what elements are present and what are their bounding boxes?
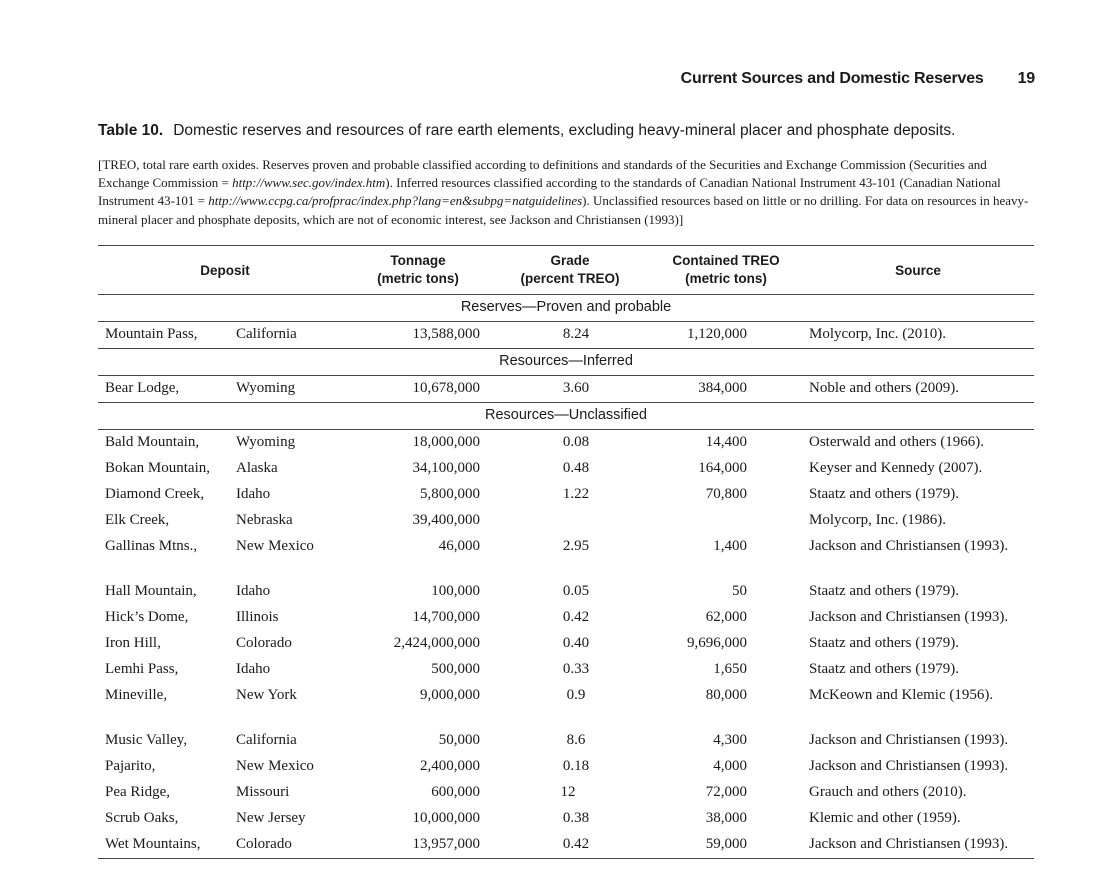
- cell-state: Nebraska: [236, 512, 293, 528]
- table-row: [98, 780, 1034, 806]
- table-row: [98, 631, 1034, 657]
- cell-state: Colorado: [236, 635, 292, 651]
- page-number: 19: [1017, 70, 1035, 87]
- cell-state: Idaho: [236, 486, 271, 502]
- cell-state: California: [236, 326, 297, 342]
- section-header-inferred: [98, 348, 1034, 376]
- cell-source: Jackson and Christiansen (1993).: [809, 609, 1009, 625]
- row-group-spacer: [98, 560, 1034, 579]
- headnote-text-1: [TREO, total rare earth oxides. Reserves proven and probable classified according to definitions and standards of the Securities and Exchange Commission (Securities and Exchange Commission =: [98, 157, 987, 191]
- cell-source: Molycorp, Inc. (2010).: [809, 326, 947, 342]
- cell-deposit: Mineville,: [105, 687, 168, 703]
- section-label-unclassified: Resources—Unclassified: [485, 407, 647, 423]
- cell-deposit: Pea Ridge,: [105, 784, 170, 800]
- cell-state: California: [236, 732, 297, 748]
- cell-deposit: Hick’s Dome,: [105, 609, 189, 625]
- cell-tonnage: 600,000: [431, 784, 480, 800]
- cell-treo: 9,696,000: [687, 635, 747, 651]
- cell-source: Staatz and others (1979).: [809, 583, 959, 599]
- cell-deposit: Mountain Pass,: [105, 326, 198, 342]
- cell-source: Staatz and others (1979).: [809, 635, 959, 651]
- cell-grade: 0.40: [562, 635, 590, 651]
- cell-source: Jackson and Christiansen (1993).: [809, 836, 1009, 852]
- table-row: [98, 508, 1034, 534]
- cell-deposit: Bokan Mountain,: [105, 460, 210, 476]
- table-row: [98, 534, 1034, 560]
- cell-treo: 80,000: [705, 687, 747, 703]
- cell-treo: 70,800: [705, 486, 747, 502]
- cell-tonnage: 500,000: [431, 661, 480, 677]
- cell-deposit: Music Valley,: [105, 732, 188, 748]
- header-treo: [646, 252, 806, 288]
- cell-grade: 0.33: [562, 661, 590, 677]
- header-source: Source: [895, 263, 941, 278]
- cell-tonnage: 50,000: [438, 732, 480, 748]
- cell-state: Colorado: [236, 836, 292, 852]
- cell-source: Staatz and others (1979).: [809, 661, 959, 677]
- cell-treo: 62,000: [705, 609, 747, 625]
- cell-treo: 38,000: [705, 810, 747, 826]
- cell-deposit: Scrub Oaks,: [105, 810, 179, 826]
- table-label: Table 10.: [98, 122, 164, 139]
- cell-treo: 164,000: [698, 460, 747, 476]
- table-row: [98, 456, 1034, 482]
- cell-source: Noble and others (2009).: [809, 380, 959, 396]
- header-grade-line2: (percent TREO): [520, 271, 620, 286]
- cell-source: Jackson and Christiansen (1993).: [809, 538, 1009, 554]
- cell-tonnage: 2,424,000,000: [393, 635, 480, 651]
- cell-state: New Mexico: [236, 538, 314, 554]
- cell-source: Osterwald and others (1966).: [809, 434, 984, 450]
- cell-tonnage: 10,678,000: [412, 380, 480, 396]
- header-treo-line2: (metric tons): [685, 271, 767, 286]
- cell-tonnage: 39,400,000: [412, 512, 480, 528]
- cell-state: Idaho: [236, 661, 271, 677]
- headnote-url-1: http://www.sec.gov/index.htm: [232, 175, 386, 191]
- cell-grade: 8.24: [562, 326, 590, 342]
- cell-treo: 4,300: [713, 732, 747, 748]
- table-row: [98, 376, 1034, 402]
- cell-state: New York: [236, 687, 297, 703]
- cell-state: Missouri: [236, 784, 290, 800]
- header-deposit: Deposit: [200, 263, 250, 278]
- cell-deposit: Pajarito,: [105, 758, 156, 774]
- cell-source: Staatz and others (1979).: [809, 486, 959, 502]
- cell-deposit: Wet Mountains,: [105, 836, 201, 852]
- cell-tonnage: 2,400,000: [420, 758, 480, 774]
- header-tonnage-line1: Tonnage: [390, 253, 446, 268]
- cell-grade: 0.9: [566, 687, 586, 703]
- table-row: [98, 832, 1034, 858]
- cell-deposit: Bald Mountain,: [105, 434, 200, 450]
- table-title: Domestic reserves and resources of rare earth elements, excluding heavy-mineral placer and phosphate deposits.: [173, 122, 956, 139]
- cell-state: Illinois: [236, 609, 279, 625]
- cell-source: Grauch and others (2010).: [809, 784, 967, 800]
- cell-treo: 50: [732, 583, 747, 599]
- table-headnote: [98, 156, 1033, 229]
- table-bottom-rule: [98, 858, 1034, 859]
- cell-deposit: Elk Creek,: [105, 512, 170, 528]
- cell-treo: 14,400: [705, 434, 747, 450]
- cell-tonnage: 18,000,000: [412, 434, 480, 450]
- section-label-reserves: Reserves—Proven and probable: [460, 299, 672, 315]
- running-head: [0, 70, 1035, 88]
- table-row: [98, 430, 1034, 456]
- cell-deposit: Gallinas Mtns.,: [105, 538, 198, 554]
- header-grade: [498, 252, 642, 288]
- cell-state: Alaska: [236, 460, 278, 476]
- cell-source: Molycorp, Inc. (1986).: [809, 512, 947, 528]
- section-title: Current Sources and Domestic Reserves: [680, 70, 984, 87]
- table-row: [98, 728, 1034, 754]
- cell-tonnage: 9,000,000: [420, 687, 480, 703]
- cell-treo: 72,000: [705, 784, 747, 800]
- cell-grade: 0.05: [562, 583, 590, 599]
- headnote-text-2: ). Inferred resources classified according to the standards of Canadian National Instrument 43-101 (Canadian National Instrument 43-101 =: [98, 175, 1001, 209]
- cell-tonnage: 10,000,000: [412, 810, 480, 826]
- cell-tonnage: 100,000: [431, 583, 480, 599]
- headnote-text-3: ). Unclassified resources based on little or no drilling. For data on resources in heavy-mineral placer and phosphate deposits, which are not of economic interest, see Jackson and Christiansen (1993)]: [98, 193, 1029, 227]
- cell-deposit: Lemhi Pass,: [105, 661, 179, 677]
- headnote-url-2: http://www.ccpg.ca/profprac/index.php?lang=en&subpg=natguidelines: [208, 193, 583, 209]
- cell-grade: 12: [560, 784, 576, 800]
- cell-grade: 8.6: [566, 732, 586, 748]
- cell-grade: 0.38: [562, 810, 590, 826]
- cell-treo: 384,000: [698, 380, 747, 396]
- table-header-row: [98, 246, 1034, 295]
- header-treo-line1: Contained TREO: [672, 253, 780, 268]
- cell-state: Idaho: [236, 583, 271, 599]
- table-row: [98, 579, 1034, 605]
- cell-grade: 1.22: [562, 486, 590, 502]
- header-tonnage-line2: (metric tons): [377, 271, 459, 286]
- row-group-spacer: [98, 709, 1034, 728]
- section-header-unclassified: [98, 402, 1034, 430]
- cell-grade: 2.95: [562, 538, 590, 554]
- cell-tonnage: 5,800,000: [420, 486, 480, 502]
- table-caption: [98, 122, 1028, 140]
- header-tonnage: [338, 252, 498, 288]
- cell-grade: 3.60: [562, 380, 590, 396]
- cell-source: Keyser and Kennedy (2007).: [809, 460, 983, 476]
- cell-grade: 0.42: [562, 609, 590, 625]
- table-row: [98, 605, 1034, 631]
- cell-tonnage: 46,000: [438, 538, 480, 554]
- cell-source: Klemic and other (1959).: [809, 810, 961, 826]
- header-grade-line1: Grade: [550, 253, 590, 268]
- cell-grade: 0.08: [562, 434, 590, 450]
- cell-grade: 0.48: [562, 460, 590, 476]
- cell-treo: 1,120,000: [687, 326, 747, 342]
- cell-source: McKeown and Klemic (1956).: [809, 687, 994, 703]
- cell-state: Wyoming: [236, 380, 296, 396]
- cell-treo: 1,650: [713, 661, 747, 677]
- cell-deposit: Diamond Creek,: [105, 486, 205, 502]
- cell-source: Jackson and Christiansen (1993).: [809, 758, 1009, 774]
- cell-state: New Mexico: [236, 758, 314, 774]
- table-row: [98, 683, 1034, 709]
- cell-treo: 59,000: [705, 836, 747, 852]
- table-row: [98, 482, 1034, 508]
- cell-source: Jackson and Christiansen (1993).: [809, 732, 1009, 748]
- cell-tonnage: 13,588,000: [412, 326, 480, 342]
- reserves-table: [98, 245, 1034, 859]
- section-header-reserves: [98, 295, 1034, 322]
- cell-grade: 0.42: [562, 836, 590, 852]
- cell-grade: 0.18: [562, 758, 590, 774]
- table-row: [98, 806, 1034, 832]
- table-row: [98, 657, 1034, 683]
- cell-tonnage: 13,957,000: [412, 836, 480, 852]
- cell-tonnage: 14,700,000: [412, 609, 480, 625]
- cell-deposit: Iron Hill,: [105, 635, 161, 651]
- section-label-inferred: Resources—Inferred: [499, 353, 633, 369]
- table-row: [98, 322, 1034, 348]
- cell-tonnage: 34,100,000: [412, 460, 480, 476]
- cell-treo: 1,400: [713, 538, 747, 554]
- cell-deposit: Hall Mountain,: [105, 583, 197, 599]
- cell-treo: 4,000: [713, 758, 747, 774]
- table-row: [98, 754, 1034, 780]
- cell-deposit: Bear Lodge,: [105, 380, 180, 396]
- cell-state: New Jersey: [236, 810, 306, 826]
- cell-state: Wyoming: [236, 434, 296, 450]
